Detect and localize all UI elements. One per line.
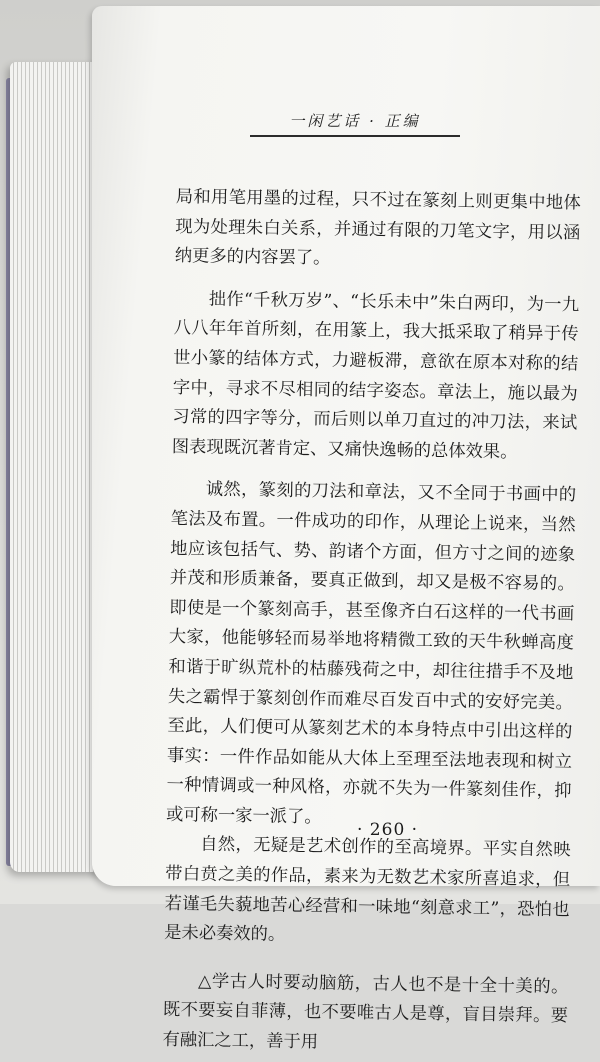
running-header — [250, 110, 460, 137]
page-number: · 260 · — [357, 820, 419, 840]
paragraph-note: △学古人时要动脑筋，古人也不是十全十美的。既不要妄自菲薄，也不要唯古人是尊，盲目崇拜。要有融汇之工，善于用 — [162, 971, 569, 1053]
header-title: 一闲艺话 · 正编 — [289, 112, 421, 130]
paragraph: 局和用笔用墨的过程，只不过在篆刻上则更集中地体现为处理朱白关系，并通过有限的刀笔文字，用以涵纳更多的内容罢了。 — [174, 186, 581, 269]
body-text — [162, 183, 581, 1062]
paragraph: 诚然，篆刻的刀法和章法，又不全同于书画中的笔法及布置。一件成功的印作，从理论上说来，当然地应该包括气、势、韵诸个方面，但方寸之间的迹象并茂和形质兼备，要真正做到，却又是极不容易的。即使是一个篆刻高手，甚至像齐白石这样的一代书画大家，他能够轻而易举地将精微工致的天牛秋蝉高度和谐于旷纵荒朴的枯藤残荷之中，却往往措手不及地失之霸悍于篆刻创作而难尽百发百中式的安妤完美。至此，人们便可从篆刻艺术的本身特点中引出这样的事实：一件作品如能从大体上至理至法地表现和树立一种情调或一种风格，亦就不失为一件篆刻佳作，抑或可称一家一派了。 — [165, 479, 577, 828]
paragraph: 自然，无疑是艺术创作的至高境界。平实自然映带白贲之美的作品，素来为无数艺术家所喜追求，但若谨毛失藐地苦心经营和一味地“刻意求工”，恐怕也是未必奏效的。 — [164, 834, 571, 946]
paragraph: 拙作“千秋万岁”、“长乐未中”朱白两印，为一九八八年年首所刻，在用篆上，我大抵采取了稍异于传世小篆的结体方式，力避板滞，意欲在原本对称的结字中，寻求不尽相同的结字姿态。章法上，施以最为习常的四字等分，而后则以单刀直过的冲刀法，来试图表现既沉著肯定、又痛快逸畅的总体效果。 — [171, 289, 580, 463]
